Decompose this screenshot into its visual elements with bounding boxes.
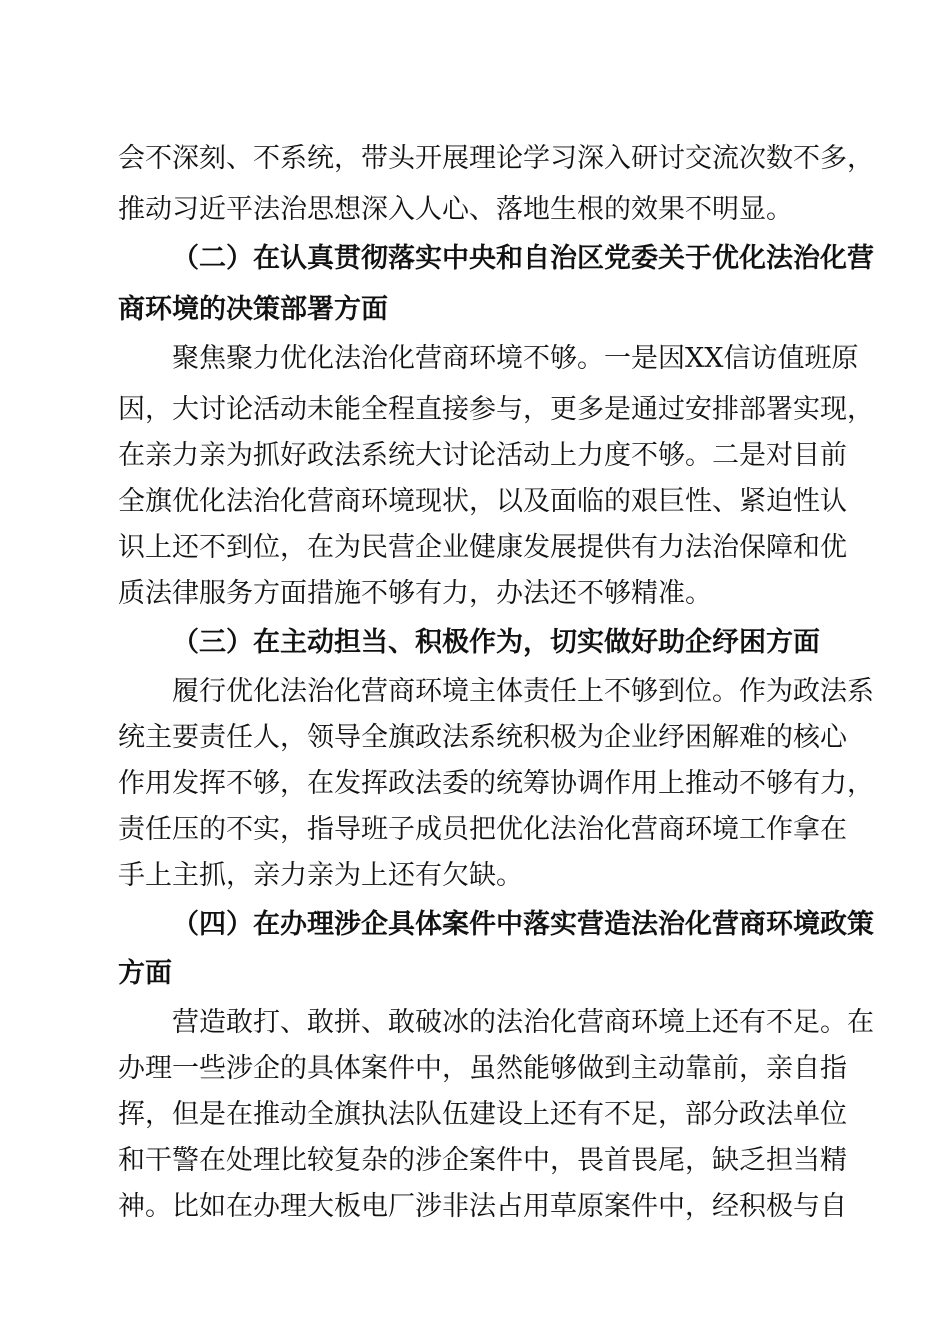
paragraph-4-line-5: 神。比如在办理大板电厂涉非法占用草原案件中，经积极与自 — [118, 1191, 847, 1222]
paragraph-3-line-1: 履行优化法治化营商环境主体责任上不够到位。作为政法系 — [172, 676, 874, 707]
paragraph-2-line-5: 识上还不到位，在为民营企业健康发展提供有力法治保障和优 — [118, 532, 847, 563]
paragraph-2-line-4: 全旗优化法治化营商环境现状，以及面临的艰巨性、紧迫性认 — [118, 486, 847, 517]
paragraph-2-line-3: 在亲力亲为抓好政法系统大讨论活动上力度不够。二是对目前 — [118, 440, 847, 471]
paragraph-4-line-2: 办理一些涉企的具体案件中，虽然能够做到主动靠前，亲自指 — [118, 1053, 847, 1084]
paragraph-4-line-3: 挥，但是在推动全旗执法队伍建设上还有不足，部分政法单位 — [118, 1099, 847, 1130]
paragraph-line-2: 推动习近平法治思想深入人心、落地生根的效果不明显。 — [118, 194, 793, 225]
paragraph-3-line-5: 手上主抓，亲力亲为上还有欠缺。 — [118, 860, 523, 891]
paragraph-2-line-6: 质法律服务方面措施不够有力，办法还不够精准。 — [118, 578, 712, 609]
paragraph-2-line-2: 因，大讨论活动未能全程直接参与，更多是通过安排部署实现， — [118, 394, 874, 425]
paragraph-3-line-2: 统主要责任人，领导全旗政法系统积极为企业纾困解难的核心 — [118, 722, 847, 753]
paragraph-2-line-1: 聚焦聚力优化法治化营商环境不够。一是因XX信访值班原 — [172, 343, 859, 374]
section-heading-2-line-1: （二）在认真贯彻落实中央和自治区党委关于优化法治化营 — [172, 243, 874, 274]
paragraph-4-line-1: 营造敢打、敢拼、敢破冰的法治化营商环境上还有不足。在 — [172, 1007, 874, 1038]
paragraph-3-line-4: 责任压的不实，指导班子成员把优化法治化营商环境工作拿在 — [118, 814, 847, 845]
paragraph-3-line-3: 作用发挥不够，在发挥政法委的统筹协调作用上推动不够有力， — [118, 768, 874, 799]
paragraph-line-1: 会不深刻、不系统，带头开展理论学习深入研讨交流次数不多， — [118, 143, 874, 174]
section-heading-4-line-1: （四）在办理涉企具体案件中落实营造法治化营商环境政策 — [172, 909, 874, 940]
section-heading-4-line-2: 方面 — [118, 958, 172, 989]
paragraph-4-line-4: 和干警在处理比较复杂的涉企案件中，畏首畏尾，缺乏担当精 — [118, 1145, 847, 1176]
section-heading-3: （三）在主动担当、积极作为，切实做好助企纾困方面 — [172, 627, 820, 658]
section-heading-2-line-2: 商环境的决策部署方面 — [118, 294, 388, 325]
